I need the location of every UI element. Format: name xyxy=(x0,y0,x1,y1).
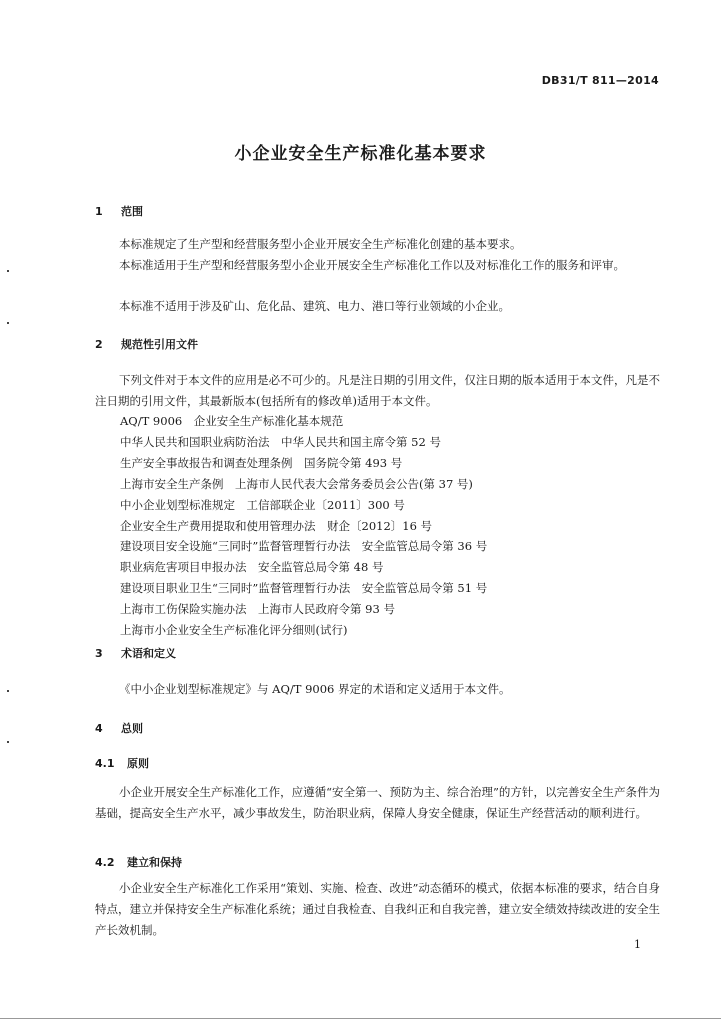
subsection-title: 原则 xyxy=(127,757,149,770)
scan-speck xyxy=(7,270,9,272)
document-title: 小企业安全生产标准化基本要求 xyxy=(234,144,487,164)
section-number: 1 xyxy=(95,205,103,218)
subsection-4-1-heading xyxy=(95,755,149,771)
reference-item: 上海市安全生产条例 上海市人民代表大会常务委员会公告(第 37 号) xyxy=(120,476,473,491)
reference-item: AQ/T 9006 企业安全生产标准化基本规范 xyxy=(120,414,344,428)
section-1-paragraph-2: 本标准适用于生产型和经营服务型小企业开展安全生产标准化工作以及对标准化工作的服务和评审。 xyxy=(119,258,625,272)
page-bottom-edge xyxy=(0,1018,721,1019)
section-1-heading xyxy=(95,203,143,219)
reference-item: 生产安全事故报告和调查处理条例 国务院令第 493 号 xyxy=(120,455,403,470)
scan-speck xyxy=(7,690,9,692)
reference-item: 企业安全生产费用提取和使用管理办法 财企〔2012〕16 号 xyxy=(120,518,433,533)
subsection-number: 4.2 xyxy=(95,856,115,869)
section-1-paragraph-3: 本标准不适用于涉及矿山、危化品、建筑、电力、港口等行业领域的小企业。 xyxy=(119,299,510,313)
section-title: 范围 xyxy=(121,205,143,218)
standard-code: DB31/T 811—2014 xyxy=(541,74,659,87)
reference-item: 建设项目安全设施“三同时”监督管理暂行办法 安全监管总局令第 36 号 xyxy=(120,539,488,554)
section-title: 术语和定义 xyxy=(121,647,176,660)
reference-item: 中华人民共和国职业病防治法 中华人民共和国主席令第 52 号 xyxy=(120,434,441,449)
reference-item: 上海市小企业安全生产标准化评分细则(试行) xyxy=(120,623,348,638)
section-4-heading xyxy=(95,720,143,736)
section-number: 4 xyxy=(95,722,103,735)
page-number: 1 xyxy=(634,938,641,951)
reference-item: 职业病危害项目申报办法 安全监管总局令第 48 号 xyxy=(120,560,384,575)
subsection-4-2-paragraph: 小企业安全生产标准化工作采用“策划、实施、检查、改进”动态循环的模式，依据本标准的要求，结合自身特点，建立并保持安全生产标准化系统；通过自我检查、自我纠正和自我完善，建立安全绩效持续改进的安全生产长效机制。 xyxy=(95,881,660,937)
section-title: 规范性引用文件 xyxy=(121,338,198,351)
subsection-4-1-paragraph: 小企业开展安全生产标准化工作，应遵循“安全第一、预防为主、综合治理”的方针，以完善安全生产条件为基础，提高安全生产水平，减少事故发生，防治职业病，保障人身安全健康，保证生产经营活动的顺利进行。 xyxy=(95,785,660,820)
reference-item: 中小企业划型标准规定 工信部联企业〔2011〕300 号 xyxy=(120,497,405,512)
section-3-heading xyxy=(95,645,176,661)
reference-item: 上海市工伤保险实施办法 上海市人民政府令第 93 号 xyxy=(120,602,395,617)
subsection-number: 4.1 xyxy=(95,757,115,770)
section-1-paragraph-1: 本标准规定了生产型和经营服务型小企业开展安全生产标准化创建的基本要求。 xyxy=(119,237,522,251)
section-3-paragraph-1: 《中小企业划型标准规定》与 AQ/T 9006 界定的术语和定义适用于本文件。 xyxy=(119,682,511,696)
normative-reference-list xyxy=(120,411,487,641)
section-number: 2 xyxy=(95,338,103,351)
subsection-title: 建立和保持 xyxy=(127,856,182,869)
scan-speck xyxy=(7,322,9,324)
section-number: 3 xyxy=(95,647,103,660)
scan-speck xyxy=(7,741,9,743)
section-2-heading xyxy=(95,336,198,352)
section-2-intro: 下列文件对于本文件的应用是必不可少的。凡是注日期的引用文件，仅注日期的版本适用于本文件，凡是不注日期的引用文件，其最新版本(包括所有的修改单)适用于本文件。 xyxy=(95,373,660,408)
subsection-4-2-heading xyxy=(95,854,182,870)
reference-item: 建设项目职业卫生“三同时”监督管理暂行办法 安全监管总局令第 51 号 xyxy=(120,581,488,596)
section-title: 总则 xyxy=(121,722,143,735)
